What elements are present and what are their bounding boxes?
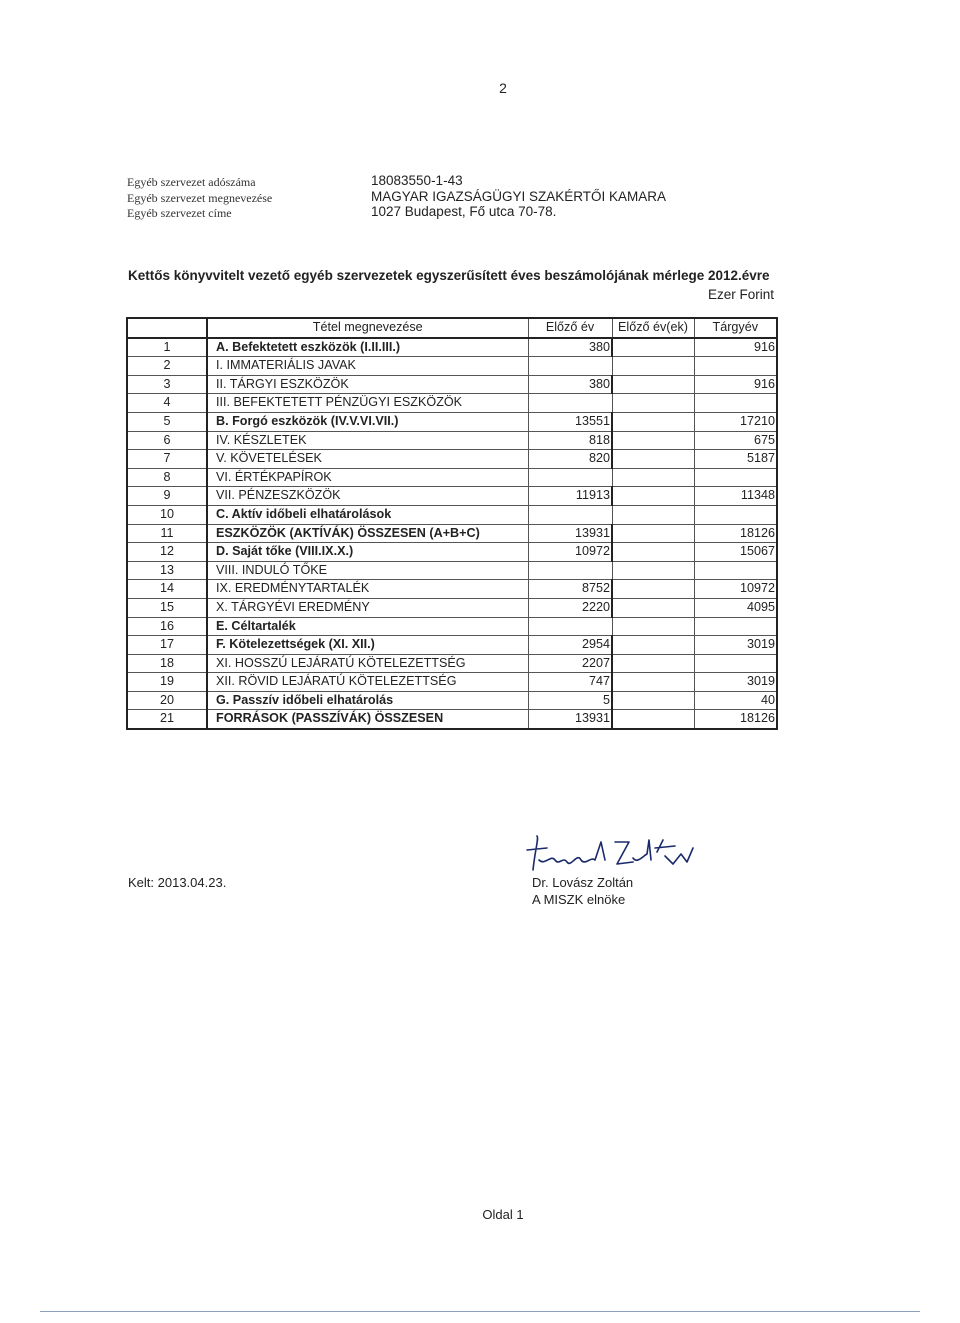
row-previous-year: 10972 bbox=[528, 543, 612, 562]
signer-role: A MISZK elnöke bbox=[532, 892, 626, 907]
row-number: 4 bbox=[127, 394, 207, 413]
org-address-label: Egyéb szervezet címe bbox=[127, 206, 232, 220]
row-number: 5 bbox=[127, 412, 207, 431]
row-adjustments bbox=[612, 450, 694, 469]
row-adjustments bbox=[612, 505, 694, 524]
table-row bbox=[127, 431, 777, 450]
row-previous-year bbox=[528, 617, 612, 636]
org-address: 1027 Budapest, Fő utca 70-78. bbox=[371, 204, 557, 219]
row-adjustments bbox=[612, 654, 694, 673]
row-previous-year bbox=[528, 561, 612, 580]
row-previous-year bbox=[528, 505, 612, 524]
table-row bbox=[127, 487, 777, 506]
row-previous-year: 820 bbox=[528, 450, 612, 469]
row-item-name: A. Befektetett eszközök (I.II.III.) bbox=[207, 338, 528, 357]
header-adjustments: Előző év(ek) bbox=[612, 318, 694, 338]
row-item-name: V. KÖVETELÉSEK bbox=[207, 450, 528, 469]
row-current-year: 15067 bbox=[694, 543, 777, 562]
header-item-name: Tétel megnevezése bbox=[207, 318, 528, 338]
row-current-year: 3019 bbox=[694, 673, 777, 692]
row-item-name: III. BEFEKTETETT PÉNZÜGYI ESZKÖZÖK bbox=[207, 394, 528, 413]
row-previous-year: 747 bbox=[528, 673, 612, 692]
row-previous-year: 818 bbox=[528, 431, 612, 450]
balance-sheet-table bbox=[126, 317, 778, 730]
row-number: 11 bbox=[127, 524, 207, 543]
table-row bbox=[127, 524, 777, 543]
row-previous-year: 11913 bbox=[528, 487, 612, 506]
row-number: 14 bbox=[127, 580, 207, 599]
row-previous-year: 380 bbox=[528, 375, 612, 394]
row-adjustments bbox=[612, 375, 694, 394]
row-item-name: F. Kötelezettségek (XI. XII.) bbox=[207, 636, 528, 655]
row-adjustments bbox=[612, 636, 694, 655]
row-adjustments bbox=[612, 561, 694, 580]
row-number: 1 bbox=[127, 338, 207, 357]
row-adjustments bbox=[612, 691, 694, 710]
tax-number-label: Egyéb szervezet adószáma bbox=[127, 175, 256, 189]
row-current-year bbox=[694, 357, 777, 376]
row-current-year: 916 bbox=[694, 375, 777, 394]
page-footer: Oldal 1 bbox=[482, 1207, 524, 1222]
row-item-name: G. Passzív időbeli elhatárolás bbox=[207, 691, 528, 710]
table-header-row bbox=[127, 318, 777, 338]
row-item-name: X. TÁRGYÉVI EREDMÉNY bbox=[207, 598, 528, 617]
table-row bbox=[127, 598, 777, 617]
tax-number: 18083550-1-43 bbox=[371, 173, 463, 188]
row-number: 3 bbox=[127, 375, 207, 394]
table-row bbox=[127, 617, 777, 636]
row-item-name: C. Aktív időbeli elhatárolások bbox=[207, 505, 528, 524]
row-number: 10 bbox=[127, 505, 207, 524]
table-row bbox=[127, 375, 777, 394]
row-previous-year: 8752 bbox=[528, 580, 612, 599]
row-adjustments bbox=[612, 412, 694, 431]
row-current-year: 3019 bbox=[694, 636, 777, 655]
header-number bbox=[127, 318, 207, 338]
row-adjustments bbox=[612, 468, 694, 487]
row-number: 2 bbox=[127, 357, 207, 376]
row-number: 16 bbox=[127, 617, 207, 636]
row-item-name: FORRÁSOK (PASSZÍVÁK) ÖSSZESEN bbox=[207, 710, 528, 729]
row-adjustments bbox=[612, 617, 694, 636]
row-adjustments bbox=[612, 543, 694, 562]
table-row bbox=[127, 636, 777, 655]
row-adjustments bbox=[612, 338, 694, 357]
row-number: 7 bbox=[127, 450, 207, 469]
table-row bbox=[127, 710, 777, 729]
row-current-year: 11348 bbox=[694, 487, 777, 506]
table-row bbox=[127, 691, 777, 710]
table-row bbox=[127, 505, 777, 524]
row-item-name: I. IMMATERIÁLIS JAVAK bbox=[207, 357, 528, 376]
row-previous-year bbox=[528, 468, 612, 487]
row-item-name: VI. ÉRTÉKPAPÍROK bbox=[207, 468, 528, 487]
row-number: 6 bbox=[127, 431, 207, 450]
row-current-year: 18126 bbox=[694, 710, 777, 729]
row-current-year bbox=[694, 654, 777, 673]
row-item-name: ESZKÖZÖK (AKTÍVÁK) ÖSSZESEN (A+B+C) bbox=[207, 524, 528, 543]
row-item-name: D. Saját tőke (VIII.IX.X.) bbox=[207, 543, 528, 562]
org-name-label: Egyéb szervezet megnevezése bbox=[127, 190, 273, 205]
row-previous-year bbox=[528, 394, 612, 413]
signer-name: Dr. Lovász Zoltán bbox=[532, 875, 634, 890]
row-previous-year bbox=[528, 357, 612, 376]
table-row bbox=[127, 673, 777, 692]
row-number: 17 bbox=[127, 636, 207, 655]
row-previous-year: 2207 bbox=[528, 654, 612, 673]
signature-image bbox=[525, 830, 715, 880]
row-number: 15 bbox=[127, 598, 207, 617]
row-number: 12 bbox=[127, 543, 207, 562]
row-current-year bbox=[694, 394, 777, 413]
row-number: 8 bbox=[127, 468, 207, 487]
row-current-year: 916 bbox=[694, 338, 777, 357]
row-number: 18 bbox=[127, 654, 207, 673]
row-current-year: 10972 bbox=[694, 580, 777, 599]
scan-edge-line bbox=[40, 1311, 920, 1312]
page-number: 2 bbox=[499, 80, 507, 96]
currency-unit: Ezer Forint bbox=[707, 287, 774, 302]
row-adjustments bbox=[612, 394, 694, 413]
row-adjustments bbox=[612, 431, 694, 450]
org-name: MAGYAR IGAZSÁGÜGYI SZAKÉRTŐI KAMARA bbox=[371, 188, 667, 204]
row-previous-year: 13931 bbox=[528, 710, 612, 729]
table-row bbox=[127, 543, 777, 562]
table-row bbox=[127, 357, 777, 376]
row-adjustments bbox=[612, 598, 694, 617]
signer-block bbox=[532, 874, 633, 908]
row-previous-year: 380 bbox=[528, 338, 612, 357]
row-number: 9 bbox=[127, 487, 207, 506]
row-item-name: XII. RÖVID LEJÁRATÚ KÖTELEZETTSÉG bbox=[207, 673, 528, 692]
table-row bbox=[127, 561, 777, 580]
row-current-year bbox=[694, 617, 777, 636]
row-number: 20 bbox=[127, 691, 207, 710]
row-previous-year: 2220 bbox=[528, 598, 612, 617]
row-item-name: IV. KÉSZLETEK bbox=[207, 431, 528, 450]
row-current-year bbox=[694, 505, 777, 524]
row-item-name: II. TÁRGYI ESZKÖZÖK bbox=[207, 375, 528, 394]
row-item-name: VII. PÉNZESZKÖZÖK bbox=[207, 487, 528, 506]
row-current-year: 675 bbox=[694, 431, 777, 450]
row-item-name: VIII. INDULÓ TŐKE bbox=[207, 561, 528, 580]
issue-date: Kelt: 2013.04.23. bbox=[128, 875, 227, 890]
row-previous-year: 13931 bbox=[528, 524, 612, 543]
org-labels bbox=[127, 175, 272, 222]
row-previous-year: 13551 bbox=[528, 412, 612, 431]
header-current-year: Tárgyév bbox=[694, 318, 777, 338]
row-current-year: 4095 bbox=[694, 598, 777, 617]
row-adjustments bbox=[612, 487, 694, 506]
row-number: 19 bbox=[127, 673, 207, 692]
row-adjustments bbox=[612, 580, 694, 599]
row-adjustments bbox=[612, 524, 694, 543]
row-number: 13 bbox=[127, 561, 207, 580]
table-row bbox=[127, 468, 777, 487]
table-row bbox=[127, 338, 777, 357]
table-row bbox=[127, 450, 777, 469]
row-adjustments bbox=[612, 710, 694, 729]
header-previous-year: Előző év bbox=[528, 318, 612, 338]
table-row bbox=[127, 654, 777, 673]
row-item-name: B. Forgó eszközök (IV.V.VI.VII.) bbox=[207, 412, 528, 431]
row-number: 21 bbox=[127, 710, 207, 729]
row-item-name: XI. HOSSZÚ LEJÁRATÚ KÖTELEZETTSÉG bbox=[207, 654, 528, 673]
table-row bbox=[127, 412, 777, 431]
row-current-year: 5187 bbox=[694, 450, 777, 469]
row-current-year bbox=[694, 468, 777, 487]
row-current-year bbox=[694, 561, 777, 580]
row-adjustments bbox=[612, 673, 694, 692]
row-item-name: IX. EREDMÉNYTARTALÉK bbox=[207, 580, 528, 599]
row-item-name: E. Céltartalék bbox=[207, 617, 528, 636]
row-current-year: 40 bbox=[694, 691, 777, 710]
document-title: Kettős könyvvitelt vezető egyéb szervezetek egyszerűsített éves beszámolójának mérlege 2012.évre bbox=[128, 268, 770, 283]
table-row bbox=[127, 394, 777, 413]
org-values bbox=[371, 173, 666, 220]
row-current-year: 18126 bbox=[694, 524, 777, 543]
table-row bbox=[127, 580, 777, 599]
row-previous-year: 2954 bbox=[528, 636, 612, 655]
row-adjustments bbox=[612, 357, 694, 376]
row-previous-year: 5 bbox=[528, 691, 612, 710]
row-current-year: 17210 bbox=[694, 412, 777, 431]
